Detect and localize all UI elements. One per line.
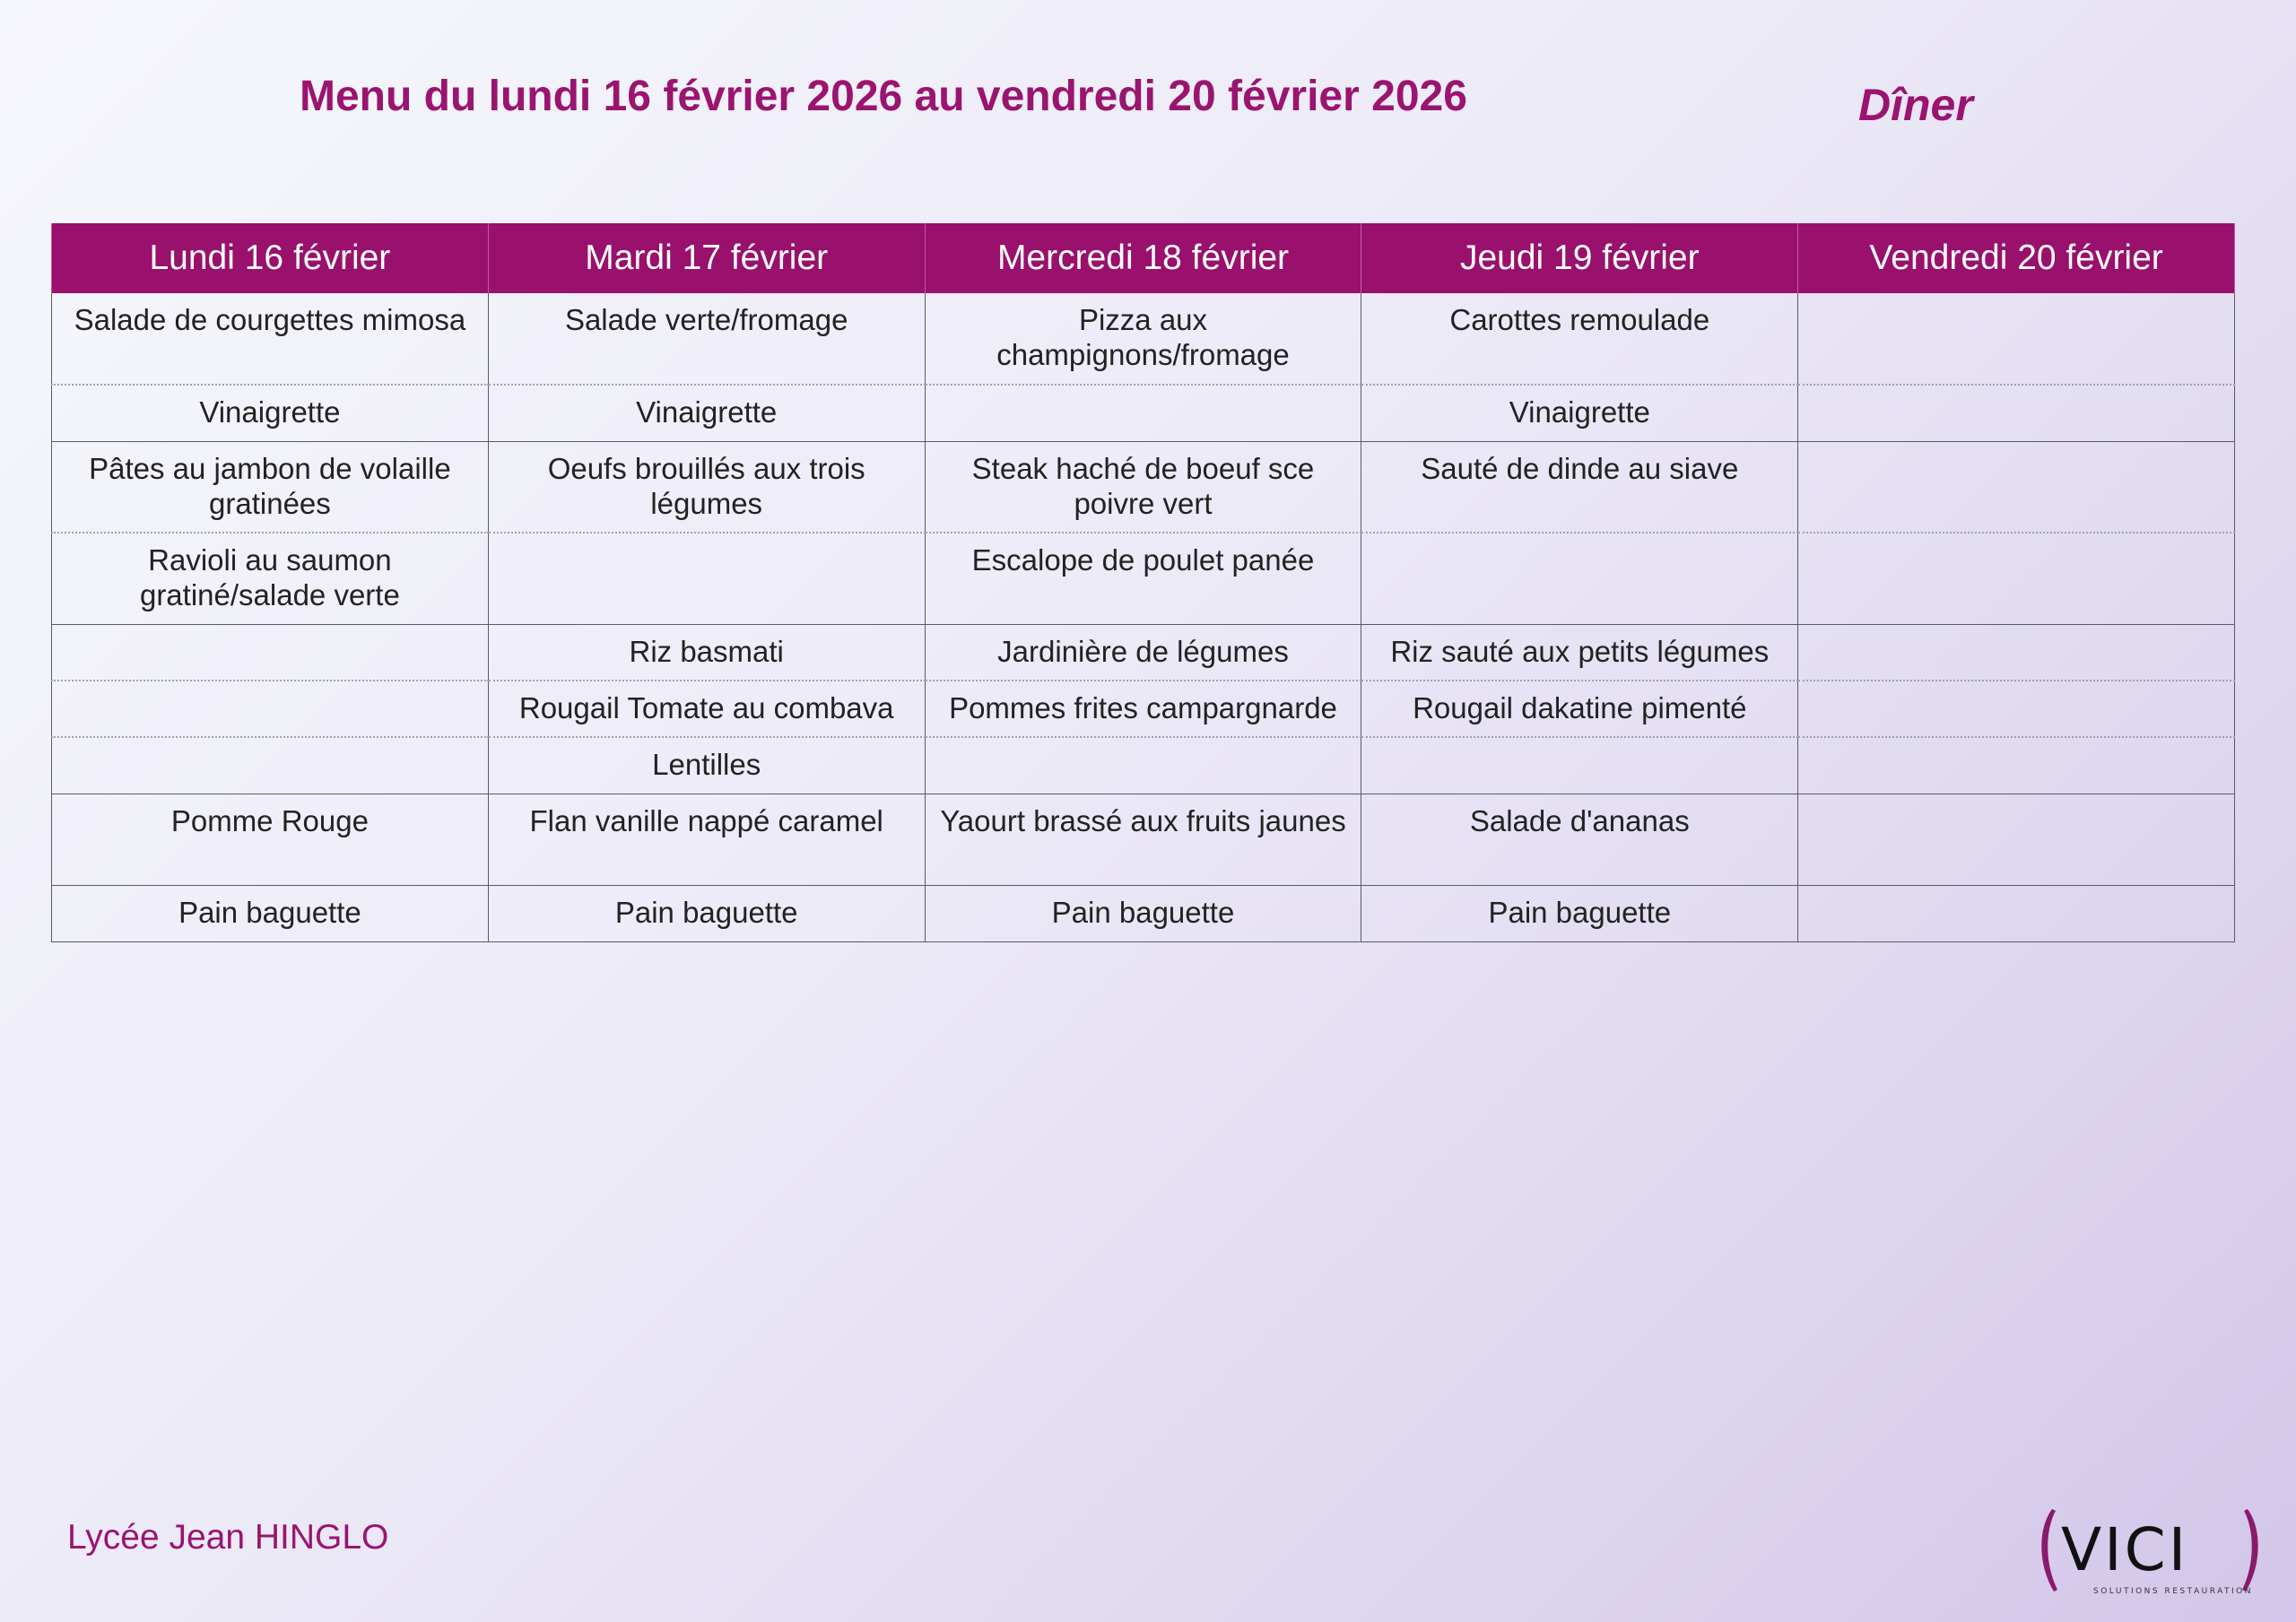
table-row	[52, 885, 2235, 941]
table-row	[52, 441, 2235, 533]
menu-cell: Pizza aux champignons/fromage	[925, 293, 1361, 385]
menu-cell	[925, 385, 1361, 441]
menu-cell	[1361, 533, 1798, 624]
menu-cell: Pâtes au jambon de volaille gratinées	[52, 441, 489, 533]
menu-cell: Pain baguette	[925, 885, 1361, 941]
menu-cell	[1798, 385, 2235, 441]
menu-cell: Vinaigrette	[1361, 385, 1798, 441]
menu-cell: Pain baguette	[488, 885, 925, 941]
menu-cell: Salade d'ananas	[1361, 794, 1798, 885]
logo-wordmark: VICI	[2061, 1515, 2189, 1584]
day-header-monday: Lundi 16 février	[52, 223, 489, 293]
menu-cell	[1798, 681, 2235, 737]
page-title: Menu du lundi 16 février 2026 au vendredi 20 février 2026	[300, 73, 1467, 120]
menu-cell: Vinaigrette	[52, 385, 489, 441]
menu-cell: Yaourt brassé aux fruits jaunes	[925, 794, 1361, 885]
table-row	[52, 385, 2235, 441]
vici-logo	[2036, 1502, 2278, 1600]
menu-cell: Salade de courgettes mimosa	[52, 293, 489, 385]
logo-tagline: SOLUTIONS RESTAURATION	[2093, 1587, 2254, 1596]
menu-cell	[1798, 441, 2235, 533]
table-row	[52, 624, 2235, 681]
menu-cell	[1798, 624, 2235, 681]
menu-cell	[1798, 737, 2235, 794]
menu-cell: Rougail dakatine pimenté	[1361, 681, 1798, 737]
menu-cell: Oeufs brouillés aux trois légumes	[488, 441, 925, 533]
menu-cell: Carottes remoulade	[1361, 293, 1798, 385]
menu-cell: Vinaigrette	[488, 385, 925, 441]
menu-cell: Jardinière de légumes	[925, 624, 1361, 681]
menu-table	[51, 223, 2235, 942]
menu-cell	[52, 737, 489, 794]
menu-cell: Riz basmati	[488, 624, 925, 681]
table-row	[52, 533, 2235, 624]
day-header-thursday: Jeudi 19 février	[1361, 223, 1798, 293]
school-name: Lycée Jean HINGLO	[67, 1518, 389, 1557]
menu-cell: Sauté de dinde au siave	[1361, 441, 1798, 533]
menu-cell	[488, 533, 925, 624]
table-row	[52, 794, 2235, 885]
table-row	[52, 737, 2235, 794]
menu-cell	[925, 737, 1361, 794]
logo-right-swoosh	[2242, 1509, 2258, 1592]
menu-cell: Pain baguette	[1361, 885, 1798, 941]
meal-label: Dîner	[1858, 80, 1973, 130]
menu-cell: Ravioli au saumon gratiné/salade verte	[52, 533, 489, 624]
menu-cell: Pain baguette	[52, 885, 489, 941]
menu-cell: Escalope de poulet panée	[925, 533, 1361, 624]
table-row	[52, 293, 2235, 385]
menu-cell: Pomme Rouge	[52, 794, 489, 885]
day-header-tuesday: Mardi 17 février	[488, 223, 925, 293]
table-row	[52, 681, 2235, 737]
menu-cell: Lentilles	[488, 737, 925, 794]
menu-cell: Salade verte/fromage	[488, 293, 925, 385]
logo-left-swoosh	[2041, 1509, 2057, 1592]
menu-cell: Flan vanille nappé caramel	[488, 794, 925, 885]
menu-cell: Steak haché de boeuf sce poivre vert	[925, 441, 1361, 533]
menu-cell: Riz sauté aux petits légumes	[1361, 624, 1798, 681]
menu-cell	[1798, 885, 2235, 941]
menu-cell	[1798, 533, 2235, 624]
menu-cell	[52, 681, 489, 737]
menu-cell: Pommes frites campargnarde	[925, 681, 1361, 737]
menu-cell	[1798, 293, 2235, 385]
day-header-friday: Vendredi 20 février	[1798, 223, 2235, 293]
menu-cell	[1798, 794, 2235, 885]
menu-cell	[52, 624, 489, 681]
menu-cell: Rougail Tomate au combava	[488, 681, 925, 737]
menu-cell	[1361, 737, 1798, 794]
day-header-wednesday: Mercredi 18 février	[925, 223, 1361, 293]
table-header-row	[52, 223, 2235, 293]
